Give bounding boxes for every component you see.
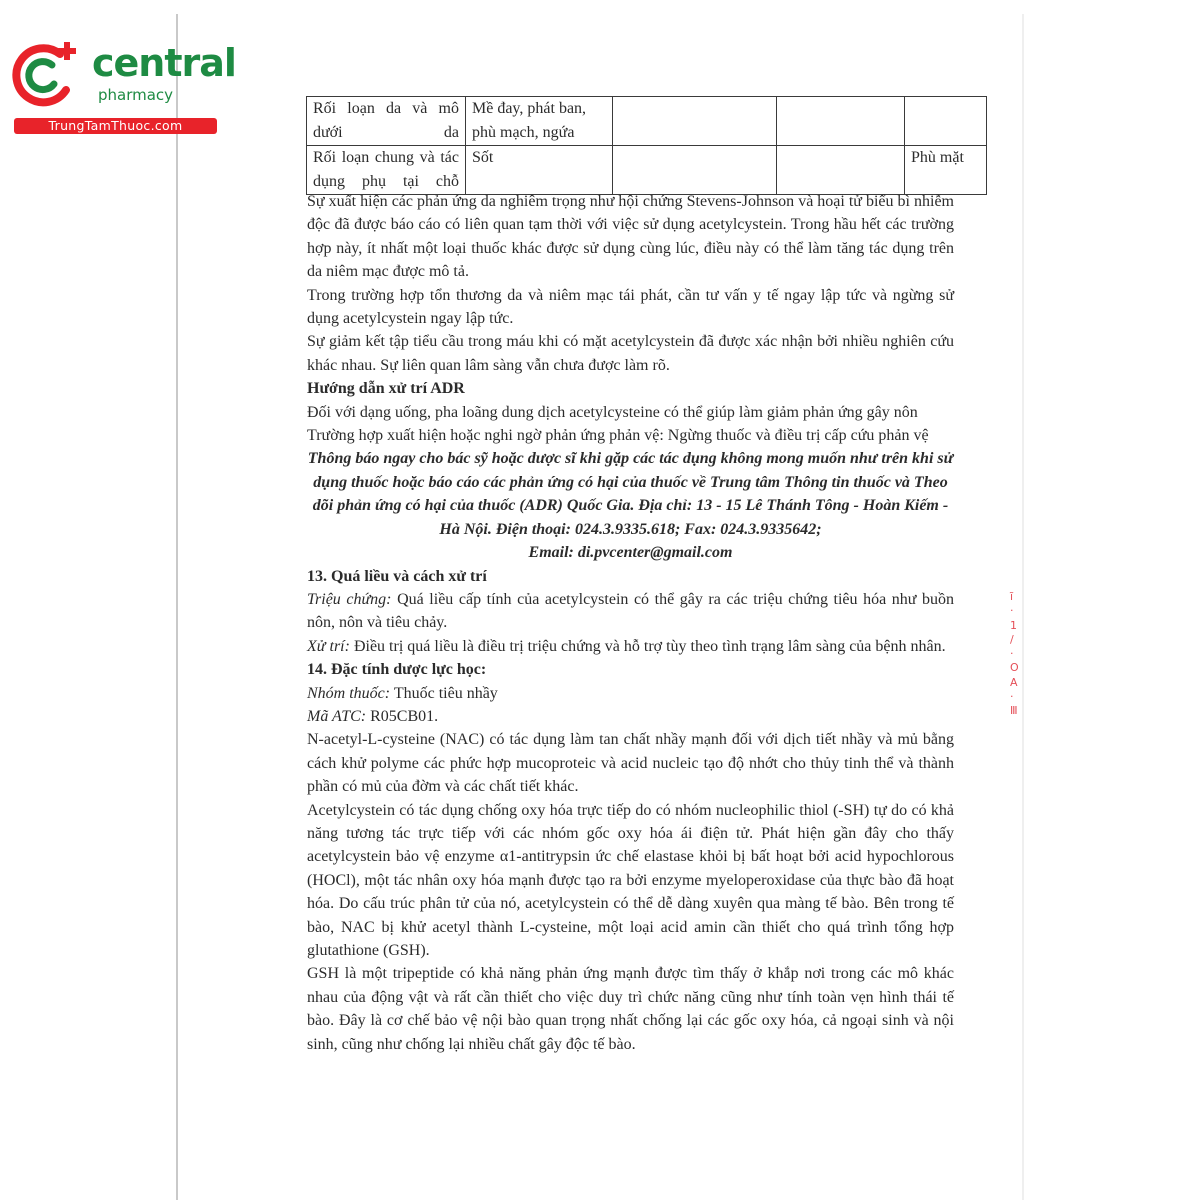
paragraph: Sự xuất hiện các phản ứng da nghiêm trọng như hội chứng Stevens-Johnson và hoại tử biểu bì nhiễm độc đã được báo cáo có liên quan tạm thời với việc sử dụng acetylcystein. Trong hầu hết các trường hợp này, ít nhất một loại thuốc khác được sử dụng cùng lúc, điều này có thể làm tăng tác dụng trên da niêm mạc được mô tả.: [307, 193, 954, 281]
paragraph: [307, 588, 954, 635]
red-stamp-fragment: ĩ · 1 / · O A · Ⅲ: [1010, 590, 1019, 718]
table-cell: [613, 97, 777, 146]
section-heading-pharmacodynamics: 14. Đặc tính dược lực học:: [307, 661, 487, 679]
symptoms-text: Quá liều cấp tính của acetylcystein có thể gây ra các triệu chứng tiêu hóa như buồn nôn, nôn và tiêu chảy.: [307, 590, 954, 632]
table-cell: Rối loạn chung và tác dụng phụ tại chỗ: [307, 146, 466, 195]
paragraph: Đối với dạng uống, pha loãng dung dịch acetylcysteine có thể giúp làm giảm phản ứng gây nôn: [307, 403, 918, 421]
central-pharmacy-logo[interactable]: [8, 38, 236, 138]
label-atc-code: Mã ATC:: [307, 707, 367, 725]
page-left-edge: [176, 14, 178, 1200]
logo-subtitle: pharmacy: [98, 86, 174, 104]
table-cell: Phù mặt: [905, 146, 987, 195]
table-cell: [905, 97, 987, 146]
paragraph: GSH là một tripeptide có khả năng phản ứng mạnh được tìm thấy ở khắp nơi trong các mô khác nhau của động vật và rất cần thiết cho việc duy trì chức năng cũng như tính toàn vẹn hình thái tế bào. Đây là cơ chế bảo vệ nội bào quan trọng nhất chống lại các gốc oxy hóa, cả ngoại sinh và nội sinh, cũng như chống lại nhiều chất gây độc tế bào.: [307, 965, 954, 1053]
table-cell: Rối loạn da và mô dưới da: [307, 97, 466, 146]
paragraph: Sự giảm kết tập tiểu cầu trong máu khi có mặt acetylcystein đã được xác nhận bởi nhiều nghiên cứu khác nhau. Sự liên quan lâm sàng vẫn chưa được làm rõ.: [307, 333, 954, 374]
table-cell: Mề đay, phát ban, phù mạch, ngứa: [466, 97, 613, 146]
paragraph: [307, 682, 954, 705]
section-heading-overdose: 13. Quá liều và cách xử trí: [307, 567, 487, 585]
paragraph: Acetylcystein có tác dụng chống oxy hóa trực tiếp do có nhóm nucleophilic thiol (-SH) tự do có khả năng tương tác trực tiếp với các nhóm gốc oxy hóa ái điện tử. Phát hiện gần đây cho thấy acetylcystein bảo vệ enzyme α1-antitrypsin ức chế elastase khỏi bị bất hoạt bởi acid hypochlorous (HOCl), một tác nhân oxy hóa mạnh được tạo ra bởi enzyme myeloperoxidase của thực bào đã hoạt hóa. Do cấu trúc phân tử của nó, acetylcystein có thể dễ dàng xuyên qua màng tế bào. Bên trong tế bào, NAC bị khử acetyl thành L-cysteine, một loại acid amin cần thiết cho quá trình tổng hợp glutathione (GSH).: [307, 801, 954, 959]
table-cell: [777, 146, 905, 195]
label-treatment: Xử trí:: [307, 637, 350, 655]
drug-group-text: Thuốc tiêu nhầy: [390, 684, 498, 702]
adr-notice: Thông báo ngay cho bác sỹ hoặc dược sĩ khi gặp các tác dụng không mong muốn như trên khi sử dụng thuốc hoặc báo cáo các phản ứng có hại của thuốc về Trung tâm Thông tin thuốc và Theo dõi phản ứng có hại của thuốc (ADR) Quốc Gia. Địa chỉ: 13 - 15 Lê Thánh Tông - Hoàn Kiếm - Hà Nội. Điện thoại: 024.3.9335.618; Fax: 024.3.9335642;: [307, 450, 954, 538]
table-cell: [777, 97, 905, 146]
table-row: [307, 97, 987, 146]
adverse-effects-table: [306, 96, 987, 195]
paragraph: [307, 705, 954, 728]
table-row: [307, 146, 987, 195]
table-cell: [613, 146, 777, 195]
treatment-text: Điều trị quá liều là điều trị triệu chứng và hỗ trợ tùy theo tình trạng lâm sàng của bệnh nhân.: [349, 637, 946, 655]
paragraph: Trường hợp xuất hiện hoặc nghi ngờ phản ứng phản vệ: Ngừng thuốc và điều trị cấp cứu phản vệ: [307, 427, 929, 445]
logo-brand-name: central: [92, 41, 236, 85]
pharmacy-cross-logo-icon: [8, 38, 88, 108]
label-symptoms: Triệu chứng:: [307, 590, 392, 608]
atc-code-text: R05CB01.: [366, 707, 439, 725]
paragraph: N-acetyl-L-cysteine (NAC) có tác dụng làm tan chất nhầy mạnh đối với dịch tiết nhầy và mủ bằng cách khử polyme các phức hợp mucoproteic và acid nucleic tạo độ nhớt cho thủy tinh thể và thành phần có mủ của đờm và các chất tiết khác.: [307, 731, 954, 796]
notice-email: Email: di.pvcenter@gmail.com: [528, 544, 733, 562]
paragraph: [307, 635, 954, 658]
table-cell: Sốt: [466, 146, 613, 195]
label-drug-group: Nhóm thuốc:: [307, 684, 391, 702]
section-heading-adr: Hướng dẫn xử trí ADR: [307, 380, 465, 398]
logo-website: TrungTamThuoc.com: [14, 118, 217, 134]
document-body: [307, 190, 954, 1056]
paragraph: Trong trường hợp tổn thương da và niêm mạc tái phát, cần tư vấn y tế ngay lập tức và ngừng sử dụng acetylcystein ngay lập tức.: [307, 286, 954, 328]
